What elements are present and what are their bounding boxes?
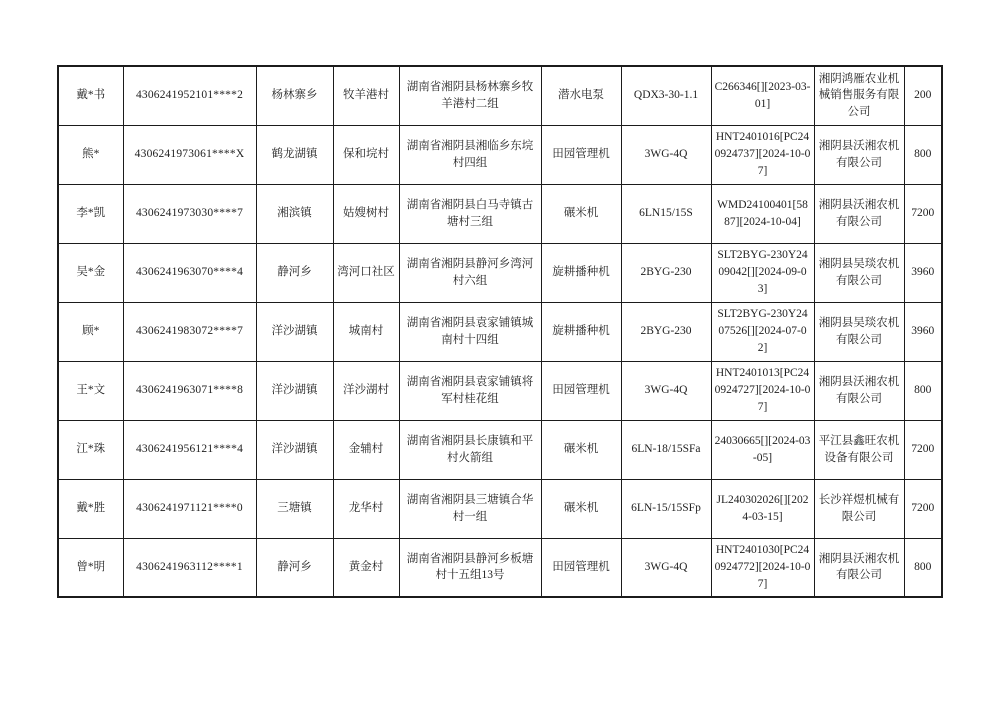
cell-certificate: SLT2BYG-230Y2407526[][2024-07-02] [711, 302, 814, 361]
cell-dealer: 湘阴鸿雁农业机械销售服务有限公司 [814, 66, 904, 125]
cell-dealer: 湘阴县吴琰农机有限公司 [814, 243, 904, 302]
cell-id-number: 4306241963071****8 [123, 361, 256, 420]
cell-name: 顾* [58, 302, 123, 361]
cell-machine-type: 碾米机 [541, 184, 621, 243]
cell-model: 3WG-4Q [621, 125, 711, 184]
cell-id-number: 4306241973030****7 [123, 184, 256, 243]
cell-address: 湖南省湘阴县静河乡板塘村十五组13号 [399, 538, 541, 597]
cell-village: 保和垸村 [333, 125, 399, 184]
cell-id-number: 4306241973061****X [123, 125, 256, 184]
cell-machine-type: 田园管理机 [541, 125, 621, 184]
cell-town: 三塘镇 [256, 479, 333, 538]
cell-certificate: 24030665[][2024-03-05] [711, 420, 814, 479]
cell-model: QDX3-30-1.1 [621, 66, 711, 125]
cell-certificate: C266346[][2023-03-01] [711, 66, 814, 125]
cell-town: 洋沙湖镇 [256, 361, 333, 420]
cell-address: 湖南省湘阴县袁家铺镇将军村桂花组 [399, 361, 541, 420]
cell-amount: 3960 [904, 302, 942, 361]
cell-town: 洋沙湖镇 [256, 420, 333, 479]
cell-town: 静河乡 [256, 538, 333, 597]
cell-machine-type: 旋耕播种机 [541, 243, 621, 302]
cell-id-number: 4306241963112****1 [123, 538, 256, 597]
cell-address: 湖南省湘阴县湘临乡东垸村四组 [399, 125, 541, 184]
cell-amount: 7200 [904, 479, 942, 538]
cell-address: 湖南省湘阴县白马寺镇古塘村三组 [399, 184, 541, 243]
cell-town: 鹤龙湖镇 [256, 125, 333, 184]
cell-id-number: 4306241971121****0 [123, 479, 256, 538]
cell-id-number: 4306241963070****4 [123, 243, 256, 302]
cell-amount: 200 [904, 66, 942, 125]
cell-address: 湖南省湘阴县长康镇和平村火箭组 [399, 420, 541, 479]
cell-certificate: HNT2401030[PC240924772][2024-10-07] [711, 538, 814, 597]
table-row [58, 66, 942, 125]
cell-model: 6LN15/15S [621, 184, 711, 243]
cell-machine-type: 碾米机 [541, 479, 621, 538]
cell-name: 江*珠 [58, 420, 123, 479]
cell-amount: 3960 [904, 243, 942, 302]
cell-town: 洋沙湖镇 [256, 302, 333, 361]
cell-town: 杨林寨乡 [256, 66, 333, 125]
cell-village: 洋沙湖村 [333, 361, 399, 420]
cell-amount: 800 [904, 125, 942, 184]
cell-model: 6LN-18/15SFa [621, 420, 711, 479]
cell-amount: 7200 [904, 420, 942, 479]
cell-dealer: 湘阴县沃湘农机有限公司 [814, 184, 904, 243]
cell-dealer: 平江县鑫旺农机设备有限公司 [814, 420, 904, 479]
cell-name: 王*文 [58, 361, 123, 420]
cell-town: 静河乡 [256, 243, 333, 302]
cell-name: 戴*书 [58, 66, 123, 125]
cell-dealer: 湘阴县沃湘农机有限公司 [814, 361, 904, 420]
cell-model: 3WG-4Q [621, 538, 711, 597]
cell-amount: 800 [904, 361, 942, 420]
cell-certificate: SLT2BYG-230Y2409042[][2024-09-03] [711, 243, 814, 302]
cell-certificate: HNT2401013[PC240924727][2024-10-07] [711, 361, 814, 420]
cell-village: 金辅村 [333, 420, 399, 479]
cell-certificate: JL240302026[][2024-03-15] [711, 479, 814, 538]
cell-town: 湘滨镇 [256, 184, 333, 243]
cell-address: 湖南省湘阴县三塘镇合华村一组 [399, 479, 541, 538]
cell-name: 戴*胜 [58, 479, 123, 538]
cell-dealer: 长沙祥煜机械有限公司 [814, 479, 904, 538]
cell-model: 6LN-15/15SFp [621, 479, 711, 538]
cell-dealer: 湘阴县吴琰农机有限公司 [814, 302, 904, 361]
cell-amount: 7200 [904, 184, 942, 243]
cell-certificate: WMD24100401[5887][2024-10-04] [711, 184, 814, 243]
cell-certificate: HNT2401016[PC240924737][2024-10-07] [711, 125, 814, 184]
cell-village: 黄金村 [333, 538, 399, 597]
subsidy-table [57, 65, 943, 598]
cell-address: 湖南省湘阴县杨林寨乡牧羊港村二组 [399, 66, 541, 125]
table-row [58, 420, 942, 479]
cell-village: 牧羊港村 [333, 66, 399, 125]
cell-village: 湾河口社区 [333, 243, 399, 302]
cell-machine-type: 旋耕播种机 [541, 302, 621, 361]
table-row [58, 479, 942, 538]
cell-machine-type: 潜水电泵 [541, 66, 621, 125]
cell-machine-type: 田园管理机 [541, 361, 621, 420]
cell-village: 姑嫂树村 [333, 184, 399, 243]
cell-model: 2BYG-230 [621, 243, 711, 302]
cell-name: 熊* [58, 125, 123, 184]
cell-dealer: 湘阴县沃湘农机有限公司 [814, 538, 904, 597]
cell-name: 李*凯 [58, 184, 123, 243]
table-row [58, 302, 942, 361]
cell-model: 3WG-4Q [621, 361, 711, 420]
table-row [58, 125, 942, 184]
table-row [58, 184, 942, 243]
cell-village: 龙华村 [333, 479, 399, 538]
cell-amount: 800 [904, 538, 942, 597]
cell-name: 吴*金 [58, 243, 123, 302]
cell-id-number: 4306241983072****7 [123, 302, 256, 361]
cell-id-number: 4306241956121****4 [123, 420, 256, 479]
table-row [58, 538, 942, 597]
cell-address: 湖南省湘阴县袁家铺镇城南村十四组 [399, 302, 541, 361]
table-row [58, 243, 942, 302]
cell-dealer: 湘阴县沃湘农机有限公司 [814, 125, 904, 184]
cell-id-number: 4306241952101****2 [123, 66, 256, 125]
cell-model: 2BYG-230 [621, 302, 711, 361]
cell-address: 湖南省湘阴县静河乡湾河村六组 [399, 243, 541, 302]
cell-machine-type: 田园管理机 [541, 538, 621, 597]
cell-village: 城南村 [333, 302, 399, 361]
table-row [58, 361, 942, 420]
cell-name: 曾*明 [58, 538, 123, 597]
cell-machine-type: 碾米机 [541, 420, 621, 479]
